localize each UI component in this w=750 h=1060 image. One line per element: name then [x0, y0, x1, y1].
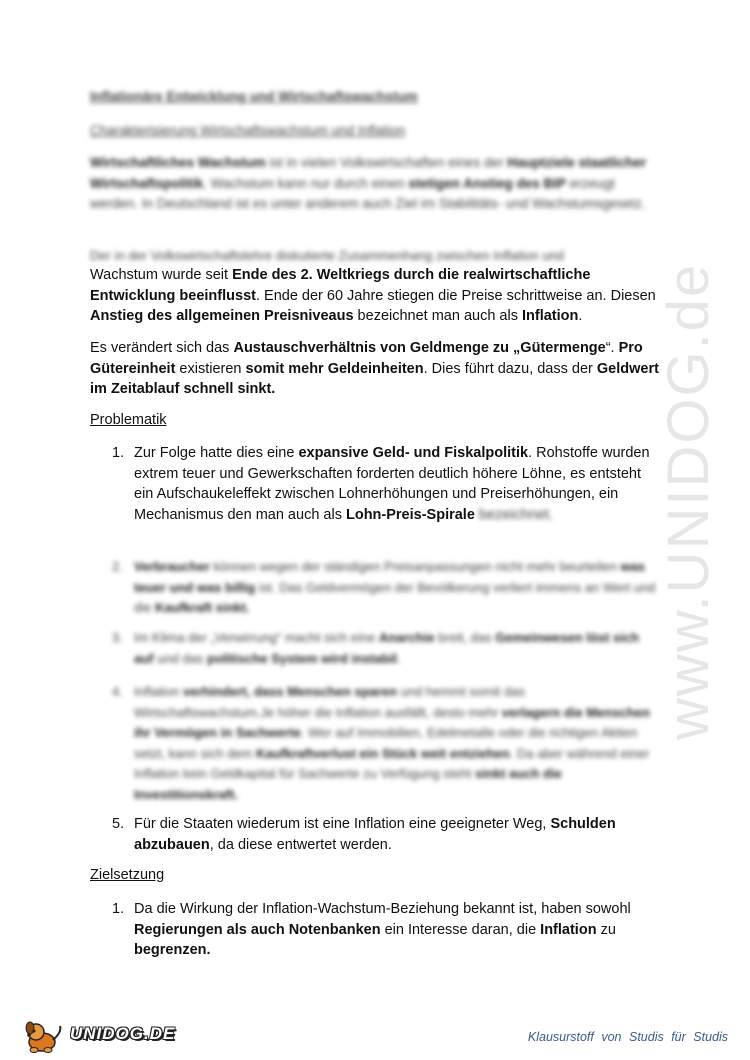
watermark: www.UNIDOG.de: [656, 262, 721, 740]
dog-mascot-icon: [22, 1018, 66, 1054]
heading-problematik: Problematik: [90, 412, 167, 428]
heading-zielsetzung: Zielsetzung: [90, 867, 165, 883]
unidog-logo[interactable]: [22, 1018, 176, 1054]
paragraph-2: Wachstum wurde seit Ende des 2. Weltkriegs durch die realwirtschaftliche Entwicklung beeinflusst. Ende der 60 Jahre stiegen die Preise schrittweise an. Diesen Anstieg des allgemeinen Preisniveaus bezeichnet man auch als Inflation.: [90, 267, 656, 324]
document-page: www.UNIDOG.de Inflationäre Entwicklung und Wirtschaftswachstum Charakterisierung Wirtschaftswachstum und Inflation Wirtschaftliches Wachstum ist in vielen Volkswirtschaften eines der Hauptziele staatlicher Wirtschaftspolitik. Wachstum kann nur durch einen stetigen Anstieg des BIP erzeugt werden. In Deutschland ist es unter anderem auch Ziel im Stabilitäts- und Wachstumsgesetz. Der in der Volkswirtschaftslehre diskutierte Zusammenhang zwischen Inflation und Wachstum wurde seit Ende des 2. Weltkriegs durch die realwirtschaftliche Entwicklung beeinflusst. Ende der 60 Jahre stiegen die Preise schrittweise an. Diesen Anstieg des allgemeinen Preisniveaus bezeichnet man auch als Inflation. Es verändert sich das Austauschverhältnis von Geldmenge zu „Gütermenge“. Pro Gütereinheit existieren somit mehr Geldeinheiten. Dies führt dazu, dass der Geldwert im Zeitablauf schnell sinkt. Problematik 1. Zur Folge hatte dies eine expansive Geld- und Fiskalpolitik. Rohstoffe wurden extrem teuer und Gewerkschaften forderten deutlich höhere Löhne, es entsteht ein Aufschaukeleffekt zwischen Lohnerhöhungen und Preiserhöhungen, ein Mechanismus den man auch als Lohn-Preis-Spirale bezeichnet. 2. Verbraucher können wegen der ständigen Preisanpassungen nicht mehr beurteilen was teuer und was billig ist. Das Geldvermögen der Bevölkerung verliert immens an Wert und die Kaufkraft sinkt. 3. Im Klima der „Verwirrung“ macht sich eine Anarchie breit, das Gemeinwesen löst sich auf und das politische System wird instabil. 4. Inflation verhindert, dass Menschen sparen und hemmt somit das Wirtschaftswachstum.Je höher die Inflation ausfällt, desto mehr verlagern die Menschen ihr Vermögen in Sachwerte. Wer auf Immobilien, Edelmetalle oder die richtigen Aktien setzt, kann sich dem Kaufkraftverlust ein Stück weit entziehen. Da aber während einer Inflation kein Geldkapital für Sachwerte zu Verfügung steht sinkt auch die Investitionskraft. 5. Für die Staaten wiederum ist eine Inflation eine geeigneter Weg, Schulden abzubauen, da diese entwertet werden. Zielsetzung 1. Da die Wirkung der Inflation-Wachstum-Beziehung bekannt ist, haben sowohl Regierungen als auch Notenbanken ein Interesse daran, die Inflation zu begrenzen. UNIDOG.DE Klausurstoff von Studis für Studis: [0, 0, 750, 1060]
paragraph-3: Es verändert sich das Austauschverhältnis von Geldmenge zu „Gütermenge“. Pro Gütereinheit existieren somit mehr Geldeinheiten. Dies führt dazu, dass der Geldwert im Zeitablauf schnell sinkt.: [90, 340, 659, 397]
footer-tagline: Klausurstoff von Studis für Studis: [527, 1030, 728, 1044]
document-subtitle: Charakterisierung Wirtschaftswachstum und Inflation: [90, 123, 406, 138]
intro-paragraph: Wirtschaftliches Wachstum ist in vielen Volkswirtschaften eines der Hauptziele staatlicher Wirtschaftspolitik. Wachstum kann nur durch einen stetigen Anstieg des BIP erzeugt werden. In Deutschland ist es unter anderem auch Ziel im Stabilitäts- und Wachstumsgesetz.: [90, 155, 647, 211]
logo-text: UNIDOG.DE: [70, 1024, 176, 1043]
paragraph-2-blurred-line: Der in der Volkswirtschaftslehre diskutierte Zusammenhang zwischen Inflation und: [90, 248, 565, 263]
document-title: Inflationäre Entwicklung und Wirtschaftswachstum: [90, 89, 418, 104]
